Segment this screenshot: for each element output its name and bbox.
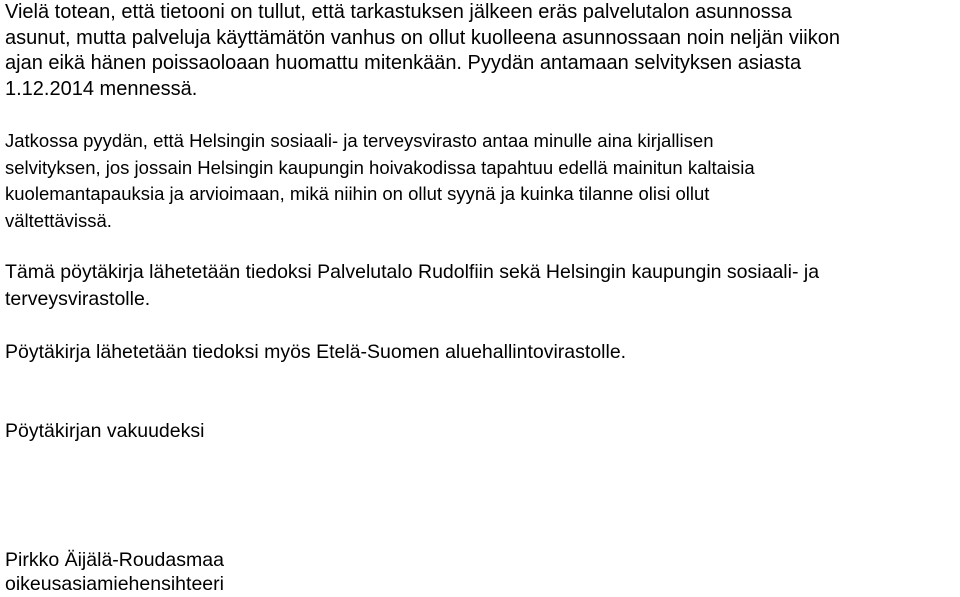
text-line: 1.12.2014 mennessä. <box>5 77 198 100</box>
text-line: Vielä totean, että tietooni on tullut, että tarkastuksen jälkeen eräs palvelutalon asunnossa <box>5 1 792 23</box>
text-line: asunut, mutta palveluja käyttämätön vanhus on ollut kuolleena asunnossaan noin neljän viikon <box>5 26 840 49</box>
text-line: terveysvirastolle. <box>5 287 151 310</box>
paragraph-distribution <box>5 259 819 312</box>
text-line: vältettävissä. <box>5 209 112 231</box>
text-line: Tämä pöytäkirja lähetetään tiedoksi Palvelutalo Rudolfiin sekä Helsingin kaupungin sosiaali- ja <box>5 261 820 283</box>
paragraph-agency-copy: Pöytäkirja lähetetään tiedoksi myös Etelä-Suomen aluehallintovirastolle. <box>5 341 627 363</box>
signatory-title: oikeusasiamiehensihteeri <box>5 573 224 595</box>
signature-block <box>5 548 224 596</box>
text-line: kuolemantapauksia ja arvioimaan, mikä niihin on ollut syynä ja kuinka tilanne olisi ollut <box>5 183 710 204</box>
paragraph-deadline-request <box>5 0 840 102</box>
paragraph-attestation: Pöytäkirjan vakuudeksi <box>5 420 205 442</box>
paragraph-future-reports <box>5 128 755 234</box>
text-line: Jatkossa pyydän, että Helsingin sosiaali- ja terveysvirasto antaa minulle aina kirjallisen <box>5 130 714 151</box>
text-line: selvityksen, jos jossain Helsingin kaupungin hoivakodissa tapahtuu edellä mainitun kaltaisia <box>5 156 755 178</box>
signatory-name: Pirkko Äijälä-Roudasmaa <box>5 549 224 571</box>
text-line: ajan eikä hänen poissaoloaan huomattu mitenkään. Pyydän antamaan selvityksen asiasta <box>5 52 802 74</box>
